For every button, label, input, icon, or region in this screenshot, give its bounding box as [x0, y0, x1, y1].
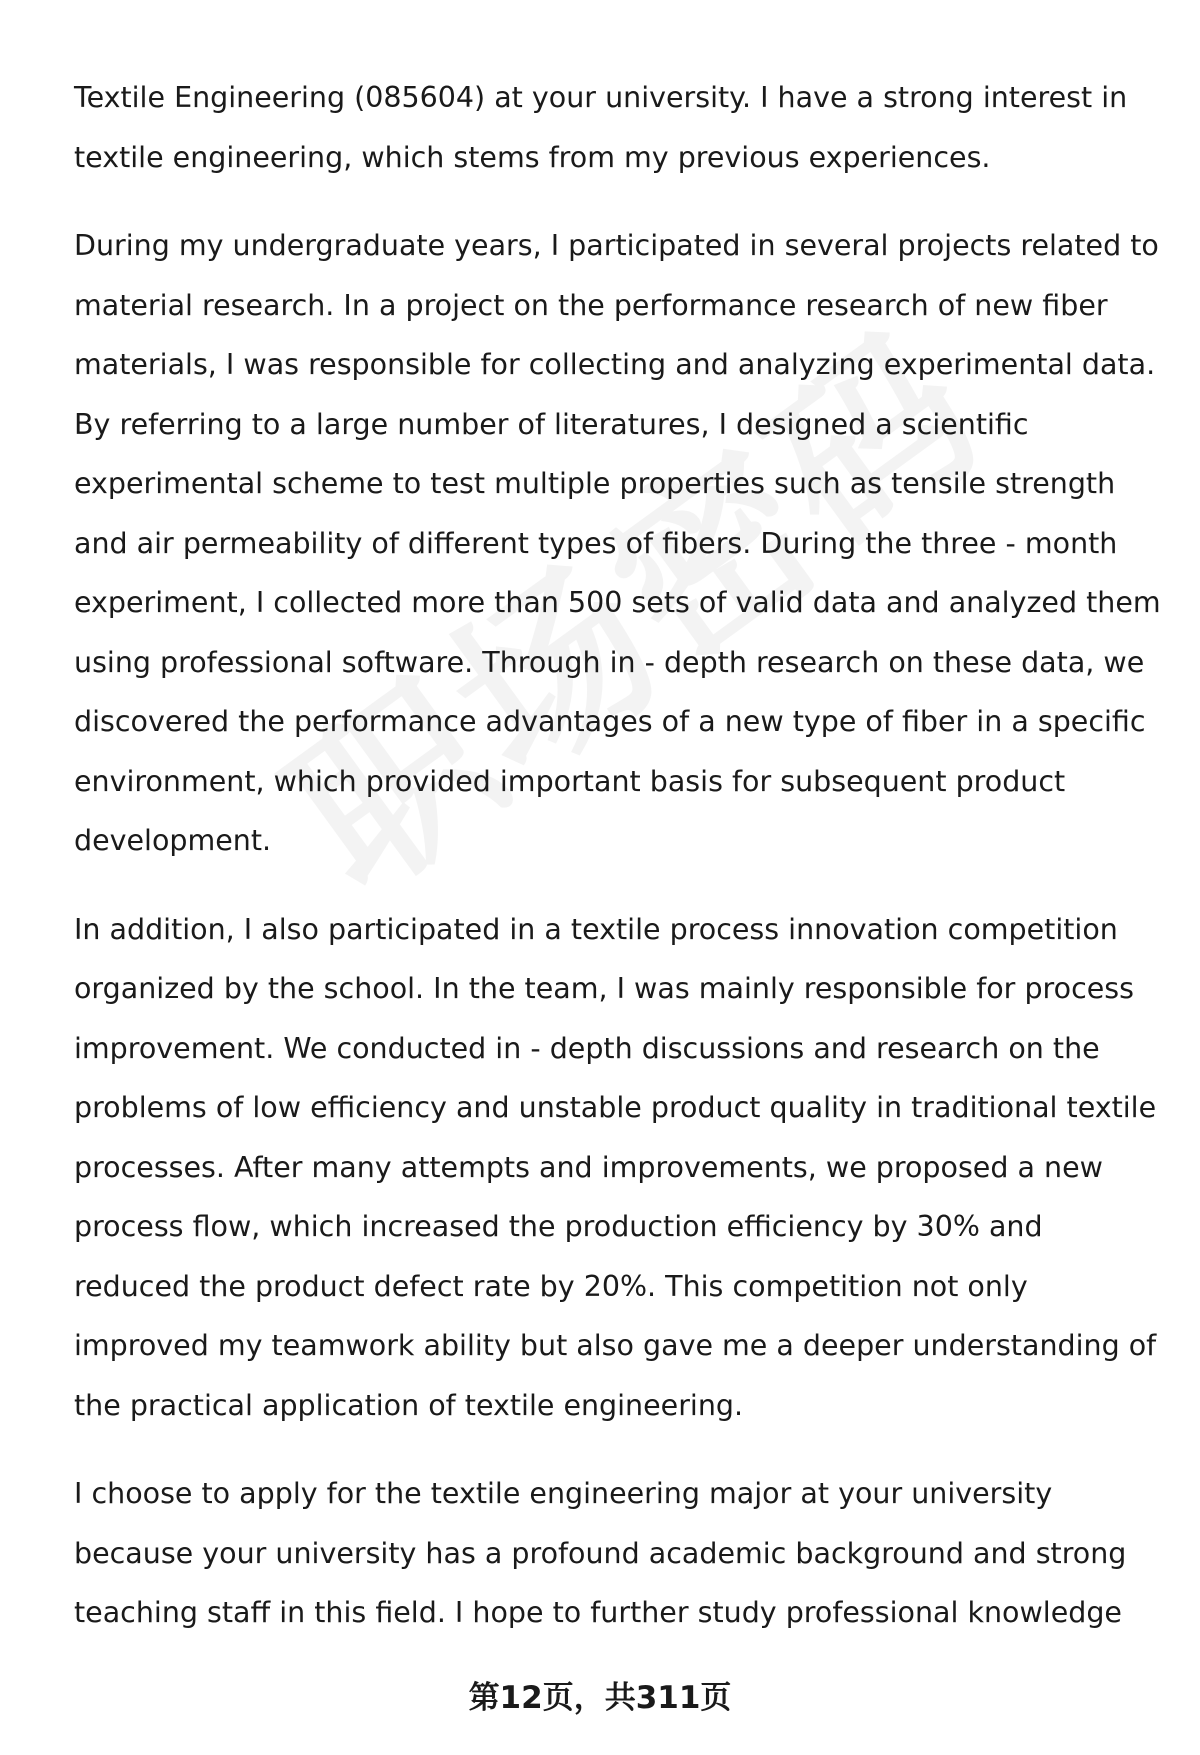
text-line: materials, I was responsible for collecting and analyzing experimental data.: [74, 348, 1156, 381]
paragraph-1: [74, 68, 1164, 187]
text-line: textile engineering, which stems from my previous experiences.: [74, 140, 991, 174]
text-line: organized by the school. In the team, I was mainly responsible for process: [74, 972, 1134, 1005]
text-line: discovered the performance advantages of a new type of fiber in a specific: [74, 705, 1146, 738]
text-line: development.: [74, 824, 272, 857]
text-line: teaching staff in this field. I hope to further study professional knowledge: [74, 1596, 1122, 1629]
text-line: and air permeability of different types of fibers. During the three - month: [74, 526, 1118, 560]
page-number-footer: 第12页，共311页: [468, 1680, 732, 1716]
text-line: problems of low efficiency and unstable product quality in traditional textile: [74, 1091, 1157, 1124]
text-line: the practical application of textile engineering.: [74, 1388, 744, 1422]
text-line: By referring to a large number of literatures, I designed a scientific: [74, 407, 1029, 441]
paragraph-4: [74, 1464, 1164, 1643]
text-line: Textile Engineering (085604) at your university. I have a strong interest in: [74, 81, 1128, 114]
text-line: process flow, which increased the production efficiency by 30% and: [74, 1210, 1043, 1243]
paragraph-3: [74, 900, 1164, 1436]
text-line: improvement. We conducted in - depth discussions and research on the: [74, 1031, 1100, 1065]
text-line: improved my teamwork ability but also gave me a deeper understanding of: [74, 1329, 1157, 1362]
text-line: environment, which provided important basis for subsequent product: [74, 764, 1066, 798]
text-line: In addition, I also participated in a textile process innovation competition: [74, 912, 1118, 946]
text-line: reduced the product defect rate by 20%. This competition not only: [74, 1269, 1028, 1303]
text-line: I choose to apply for the textile engineering major at your university: [74, 1477, 1053, 1510]
text-line: because your university has a profound academic background and strong: [74, 1536, 1127, 1570]
text-line: material research. In a project on the performance research of new fiber: [74, 288, 1108, 322]
text-line: During my undergraduate years, I participated in several projects related to: [74, 229, 1159, 262]
text-line: processes. After many attempts and improvements, we proposed a new: [74, 1150, 1103, 1184]
text-line: experiment, I collected more than 500 sets of valid data and analyzed them: [74, 586, 1161, 619]
text-line: experimental scheme to test multiple properties such as tensile strength: [74, 467, 1116, 500]
document-body: [74, 68, 1164, 1672]
paragraph-2: [74, 216, 1164, 871]
text-line: using professional software. Through in - depth research on these data, we: [74, 645, 1145, 679]
